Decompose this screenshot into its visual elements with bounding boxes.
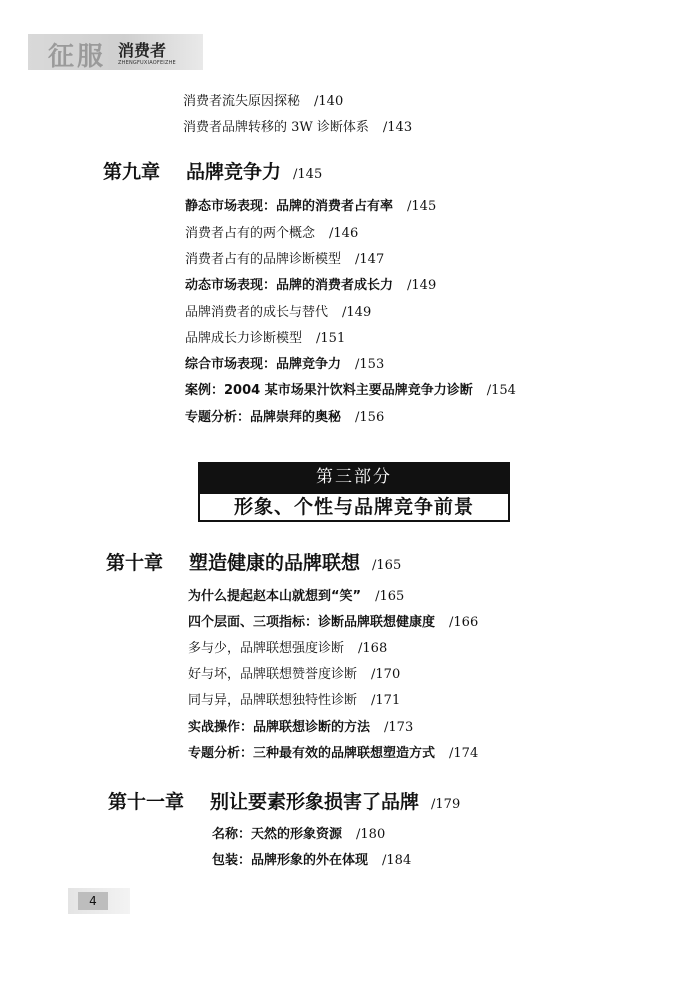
- toc-entry[interactable]: [188, 667, 400, 683]
- page-number: 4: [78, 892, 108, 910]
- chapter-11-heading[interactable]: [108, 787, 460, 814]
- toc-entry-page: /154: [486, 383, 516, 398]
- toc-entry[interactable]: [185, 252, 384, 268]
- toc-entry-page: /156: [355, 410, 385, 425]
- toc-entry-page: /168: [358, 641, 388, 656]
- toc-entry[interactable]: [212, 853, 411, 869]
- chapter-11-title: 别让要素形象损害了品牌: [210, 791, 420, 813]
- toc-entry-page: /149: [407, 278, 437, 293]
- chapter-9-heading[interactable]: [103, 157, 322, 184]
- toc-entry-title: 案例：2004 某市场果汁饮料主要品牌竞争力诊断: [185, 383, 473, 398]
- toc-entry[interactable]: [212, 827, 385, 843]
- toc-entry-title: 消费者占有的品牌诊断模型: [185, 252, 342, 267]
- toc-entry[interactable]: [185, 410, 384, 426]
- chapter-10-page: /165: [372, 558, 402, 573]
- toc-entry-title: 消费者品牌转移的 3W 诊断体系: [183, 120, 369, 135]
- toc-entry-page: /180: [356, 827, 386, 842]
- chapter-9-title: 品牌竞争力: [186, 161, 282, 183]
- toc-entry[interactable]: [185, 305, 371, 321]
- toc-entry-title: 为什么提起赵本山就想到“笑”: [188, 589, 362, 604]
- chapter-10-label: 第十章: [106, 552, 164, 574]
- toc-entry[interactable]: [188, 615, 478, 631]
- toc-entry-title: 动态市场表现：品牌的消费者成长力: [185, 278, 394, 293]
- chapter-9-label: 第九章: [103, 161, 161, 183]
- toc-entry-page: /149: [342, 305, 372, 320]
- part-3-title: 形象、个性与品牌竞争前景: [198, 492, 510, 522]
- toc-entry-title: 同与异，品牌联想独特性诊断: [188, 693, 358, 708]
- header-brand-small: 消费者: [118, 41, 167, 60]
- toc-entry-title: 四个层面、三项指标：诊断品牌联想健康度: [188, 615, 436, 630]
- chapter-11-label: 第十一章: [108, 791, 185, 813]
- toc-entry-page: /165: [375, 589, 405, 604]
- toc-entry-page: /174: [449, 746, 479, 761]
- toc-entry-title: 包装：品牌形象的外在体现: [212, 853, 369, 868]
- toc-entry-page: /145: [407, 199, 437, 214]
- toc-entry[interactable]: [188, 641, 387, 657]
- toc-entry-page: /153: [355, 357, 385, 372]
- toc-entry[interactable]: [188, 720, 413, 736]
- toc-entry-title: 静态市场表现：品牌的消费者占有率: [185, 199, 394, 214]
- toc-entry-title: 名称：天然的形象资源: [212, 827, 343, 842]
- toc-entry-title: 综合市场表现：品牌竞争力: [185, 357, 342, 372]
- toc-entry-title: 消费者占有的两个概念: [185, 226, 316, 241]
- toc-entry-page: /166: [449, 615, 479, 630]
- toc-entry-title: 消费者流失原因探秘: [183, 94, 301, 109]
- toc-entry-title: 实战操作：品牌联想诊断的方法: [188, 720, 371, 735]
- toc-entry[interactable]: [188, 746, 478, 762]
- part-3-label: 第三部分: [198, 462, 510, 492]
- toc-entry-title: 品牌成长力诊断模型: [185, 331, 303, 346]
- chapter-11-page: /179: [431, 797, 461, 812]
- toc-entry[interactable]: [188, 693, 400, 709]
- running-header: [28, 30, 203, 74]
- chapter-9-page: /145: [293, 167, 323, 182]
- toc-entry-page: /140: [314, 94, 344, 109]
- toc-entry[interactable]: [185, 199, 436, 215]
- toc-entry[interactable]: [188, 589, 404, 605]
- toc-entry-page: /184: [382, 853, 412, 868]
- chapter-10-title: 塑造健康的品牌联想: [189, 552, 361, 574]
- toc-entry[interactable]: [185, 383, 516, 399]
- toc-entry-page: /173: [384, 720, 414, 735]
- toc-entry-title: 多与少，品牌联想强度诊断: [188, 641, 345, 656]
- toc-entry[interactable]: [185, 226, 358, 242]
- header-brand-big: 征服: [48, 42, 107, 72]
- toc-entry-page: /170: [371, 667, 401, 682]
- chapter-10-heading[interactable]: [106, 548, 401, 575]
- toc-entry-title: 专题分析：品牌崇拜的奥秘: [185, 410, 342, 425]
- toc-entry[interactable]: [185, 331, 345, 347]
- toc-entry-title: 品牌消费者的成长与替代: [185, 305, 329, 320]
- part-3-banner[interactable]: [198, 462, 510, 522]
- toc-entry[interactable]: [183, 120, 412, 136]
- toc-entry-page: /146: [329, 226, 359, 241]
- toc-entry[interactable]: [185, 357, 384, 373]
- toc-entry[interactable]: [185, 278, 436, 294]
- toc-entry[interactable]: [183, 94, 343, 110]
- toc-entry-page: /171: [371, 693, 401, 708]
- toc-entry-title: 好与坏，品牌联想赞誉度诊断: [188, 667, 358, 682]
- toc-entry-page: /151: [316, 331, 346, 346]
- toc-entry-page: /143: [382, 120, 413, 135]
- header-brand-pinyin: ZHENGFUXIAOFEIZHE: [118, 60, 176, 66]
- toc-entry-page: /147: [355, 252, 385, 267]
- toc-entry-title: 专题分析：三种最有效的品牌联想塑造方式: [188, 746, 436, 761]
